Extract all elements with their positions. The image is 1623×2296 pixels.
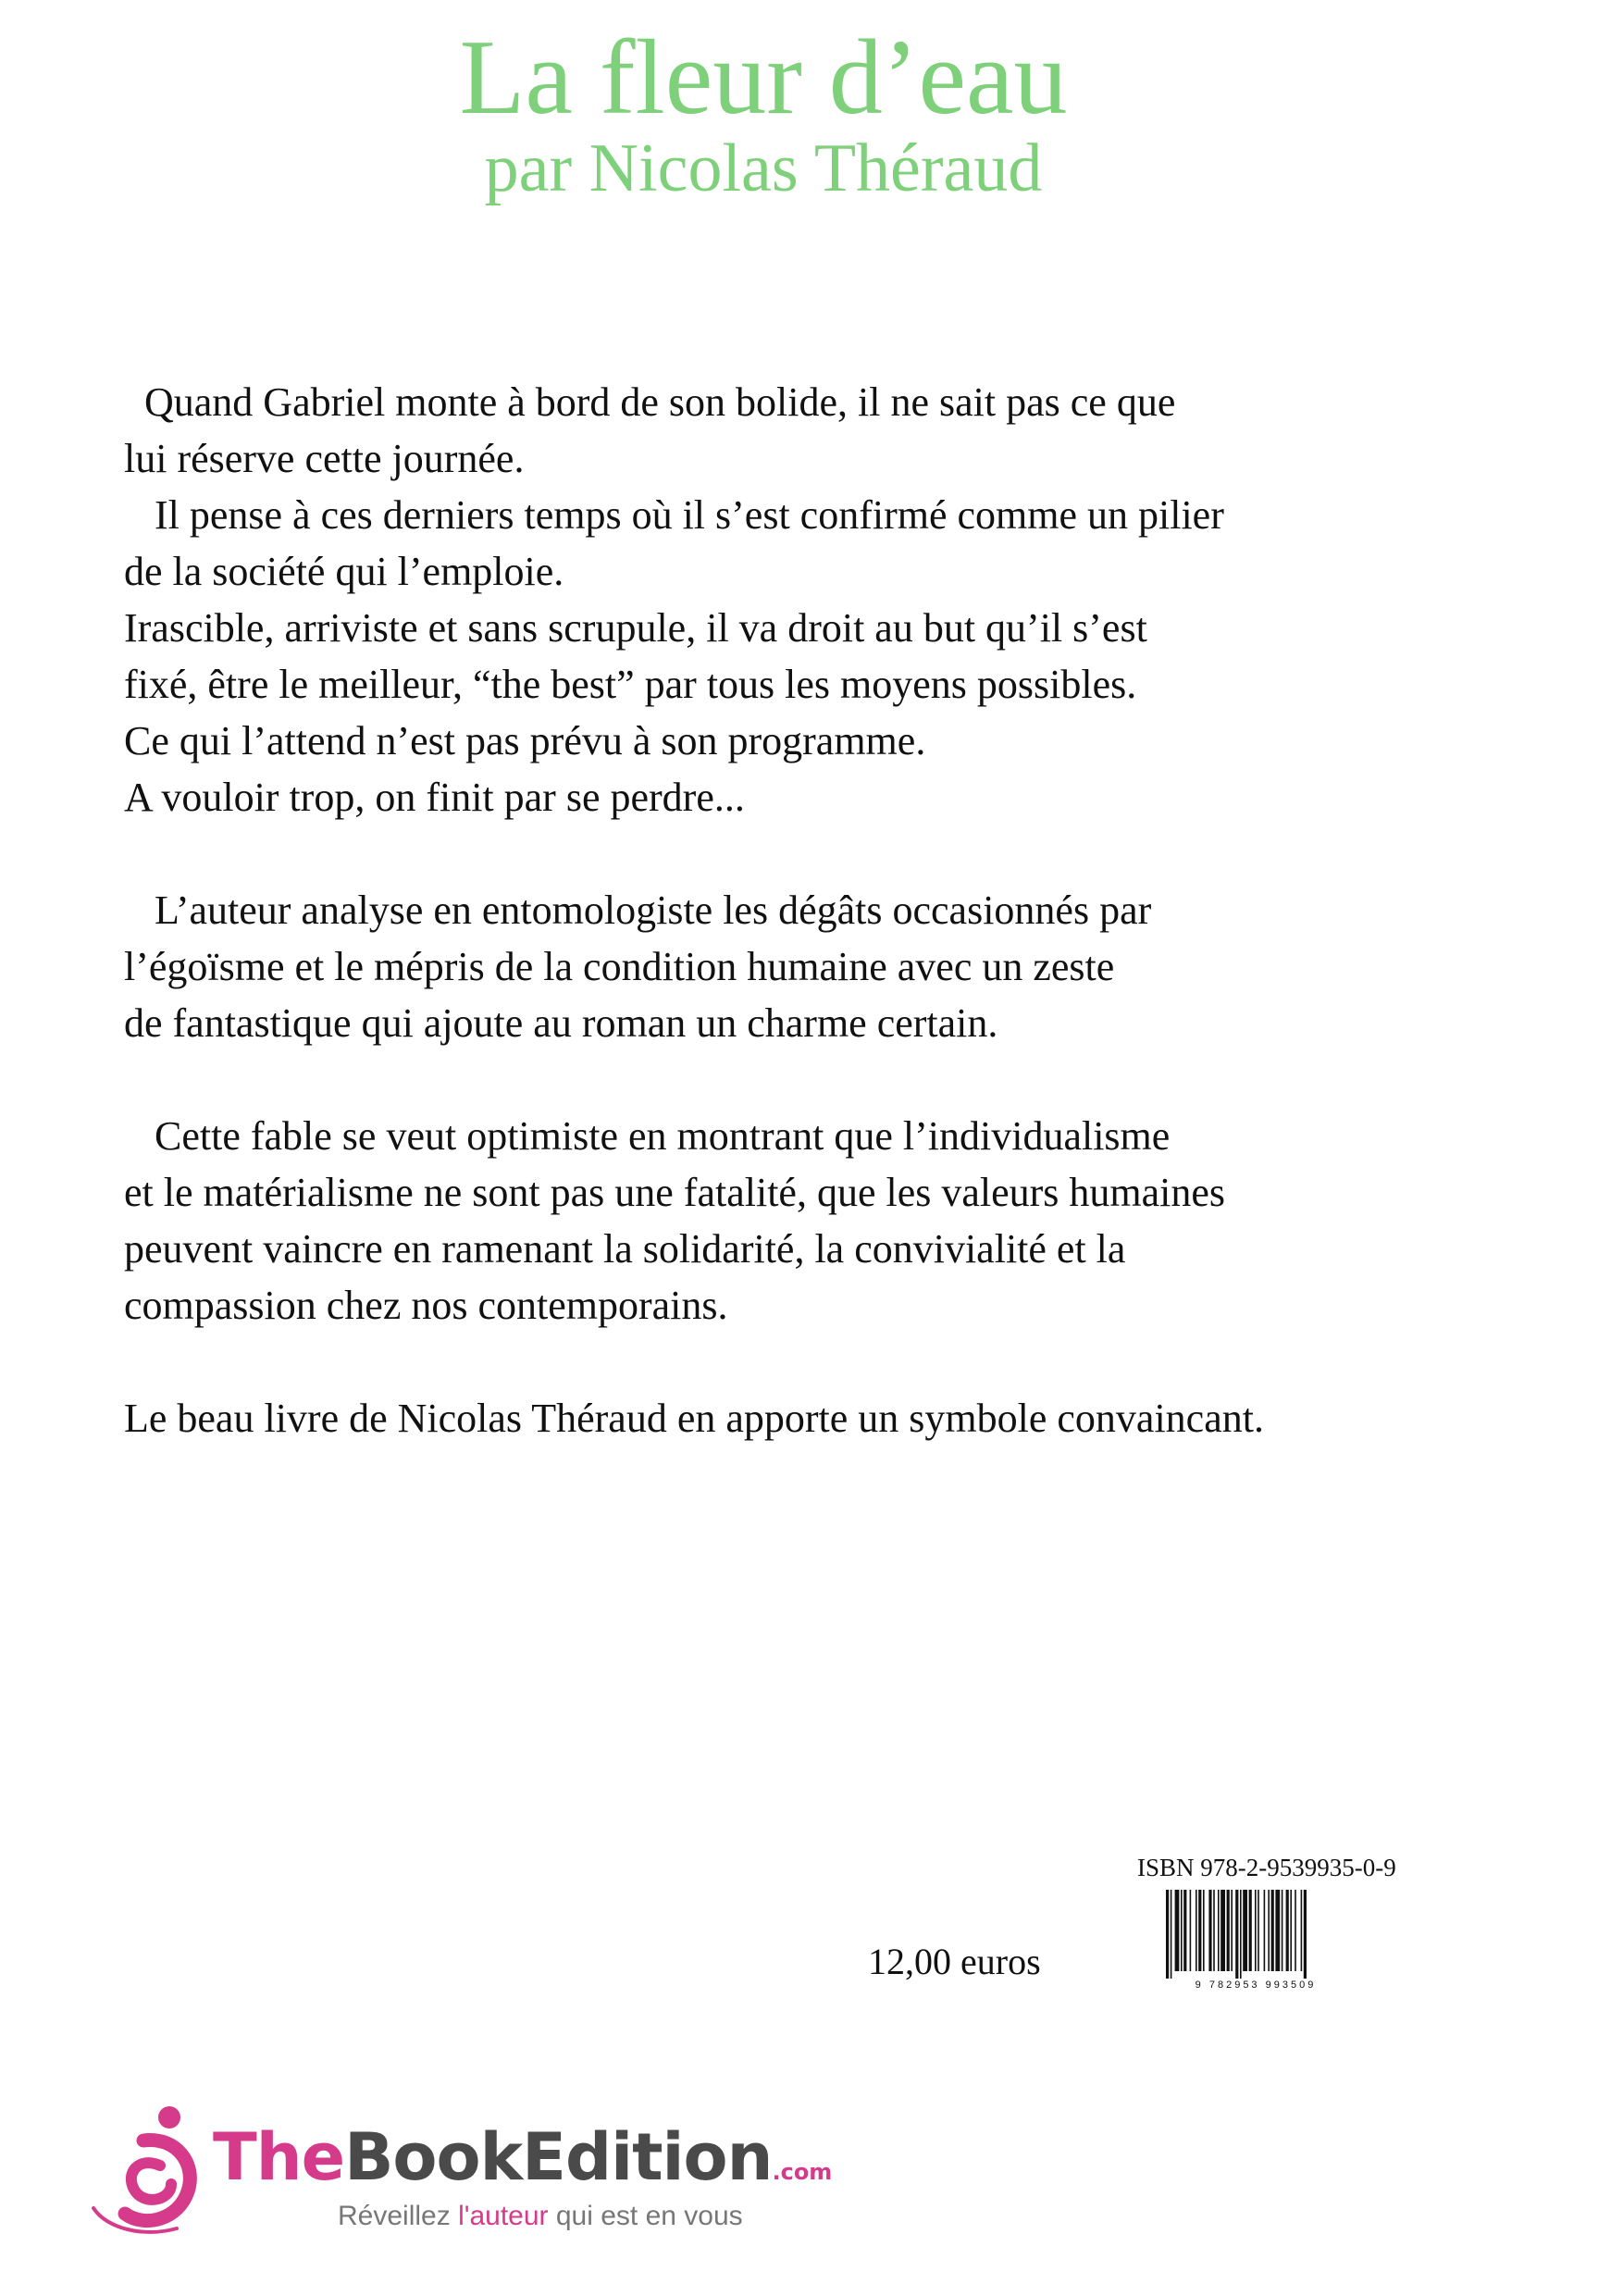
publisher-person-icon — [88, 2099, 208, 2238]
blurb-line: Il pense à ces derniers temps où il s’est confirmé comme un pilier — [124, 492, 1224, 538]
blurb-line: compassion chez nos contemporains. — [124, 1283, 728, 1328]
tagline-accent: l'auteur — [458, 2201, 549, 2231]
tagline-post: qui est en vous — [548, 2201, 743, 2231]
barcode-bar — [1271, 1890, 1274, 1971]
publisher-name — [213, 2119, 832, 2195]
barcode-bar — [1218, 1890, 1220, 1971]
blurb-paragraph-1 — [124, 374, 1512, 825]
barcode-bars — [1166, 1890, 1307, 1979]
author-line: par Nicolas Théraud — [484, 130, 1043, 206]
barcode-bar — [1208, 1890, 1211, 1971]
barcode-bar — [1227, 1890, 1230, 1971]
blurb-line: Irascible, arriviste et sans scrupule, il va droit au but qu’il s’est — [124, 605, 1147, 651]
barcode-bar — [1255, 1890, 1257, 1971]
barcode-bar — [1301, 1890, 1303, 1971]
barcode-bar — [1198, 1890, 1201, 1971]
blurb-line: Quand Gabriel monte à bord de son bolide, il ne sait pas ce que — [124, 379, 1176, 425]
barcode-bar — [1264, 1890, 1266, 1971]
barcode-bar — [1175, 1890, 1180, 1971]
blurb-line: Ce qui l’attend n’est pas prévu à son programme. — [124, 718, 926, 763]
barcode-bar — [1231, 1890, 1233, 1971]
blurb-line: fixé, être le meilleur, “the best” par tous les moyens possibles. — [124, 662, 1137, 707]
barcode-bar — [1275, 1890, 1280, 1971]
barcode-bar — [1196, 1890, 1197, 1971]
barcode-bar — [1213, 1890, 1215, 1971]
publisher-name-the: The — [213, 2119, 345, 2195]
barcode-bar — [1220, 1890, 1225, 1971]
isbn-label: ISBN 978-2-9539935-0-9 — [1137, 1854, 1396, 1881]
barcode-bar — [1290, 1890, 1292, 1971]
blurb-line: l’égoïsme et le mépris de la condition humaine avec un zeste — [124, 944, 1115, 989]
price-label: 12,00 euros — [868, 1941, 1041, 1982]
barcode-bar — [1286, 1890, 1289, 1971]
barcode-bar — [1295, 1890, 1296, 1971]
publisher-name-com: .com — [772, 2159, 833, 2185]
back-cover-blurb — [124, 374, 1512, 1503]
barcode-digits: 9 782953 993509 — [1195, 1980, 1317, 1991]
blurb-line: A vouloir trop, on finit par se perdre... — [124, 775, 745, 820]
publisher-logo — [88, 2099, 847, 2256]
blurb-line: de la société qui l’emploie. — [124, 549, 564, 594]
barcode-bar — [1166, 1890, 1169, 1979]
barcode-bar — [1235, 1890, 1238, 1979]
barcode-bar — [1171, 1890, 1172, 1979]
blurb-line: Le beau livre de Nicolas Théraud en apporte un symbole convaincant. — [124, 1396, 1264, 1441]
barcode-bar — [1190, 1890, 1192, 1971]
book-title: La fleur d’eau — [459, 19, 1068, 137]
blurb-paragraph-2 — [124, 882, 1512, 1051]
barcode-bar — [1181, 1890, 1183, 1971]
barcode-bar — [1249, 1890, 1252, 1971]
barcode-bar — [1240, 1890, 1242, 1979]
publisher-name-book: Book — [344, 2119, 523, 2195]
blurb-paragraph-4 — [124, 1390, 1512, 1446]
blurb-line: et le matérialisme ne sont pas une fatalité, que les valeurs humaines — [124, 1170, 1226, 1215]
barcode-bar — [1183, 1890, 1186, 1971]
blurb-line: peuvent vaincre en ramenant la solidarité, la convivialité et la — [124, 1226, 1126, 1272]
barcode-bar — [1282, 1890, 1283, 1971]
blurb-line: de fantastique qui ajoute au roman un charme certain. — [124, 1000, 998, 1046]
publisher-name-edition: Edition — [522, 2119, 773, 2195]
barcode — [1158, 1890, 1353, 1992]
barcode-bar — [1203, 1890, 1205, 1971]
blurb-line: Cette fable se veut optimiste en montrant que l’individualisme — [124, 1113, 1171, 1159]
barcode-bar — [1304, 1890, 1307, 1979]
blurb-line: lui réserve cette journée. — [124, 436, 525, 481]
publisher-tagline — [338, 2201, 743, 2232]
barcode-bar — [1268, 1890, 1270, 1971]
blurb-line: L’auteur analyse en entomologiste les dégâts occasionnés par — [124, 887, 1152, 933]
barcode-bar — [1243, 1890, 1247, 1971]
blurb-paragraph-3 — [124, 1108, 1512, 1334]
barcode-bar — [1258, 1890, 1259, 1971]
tagline-pre: Réveillez — [338, 2201, 459, 2231]
